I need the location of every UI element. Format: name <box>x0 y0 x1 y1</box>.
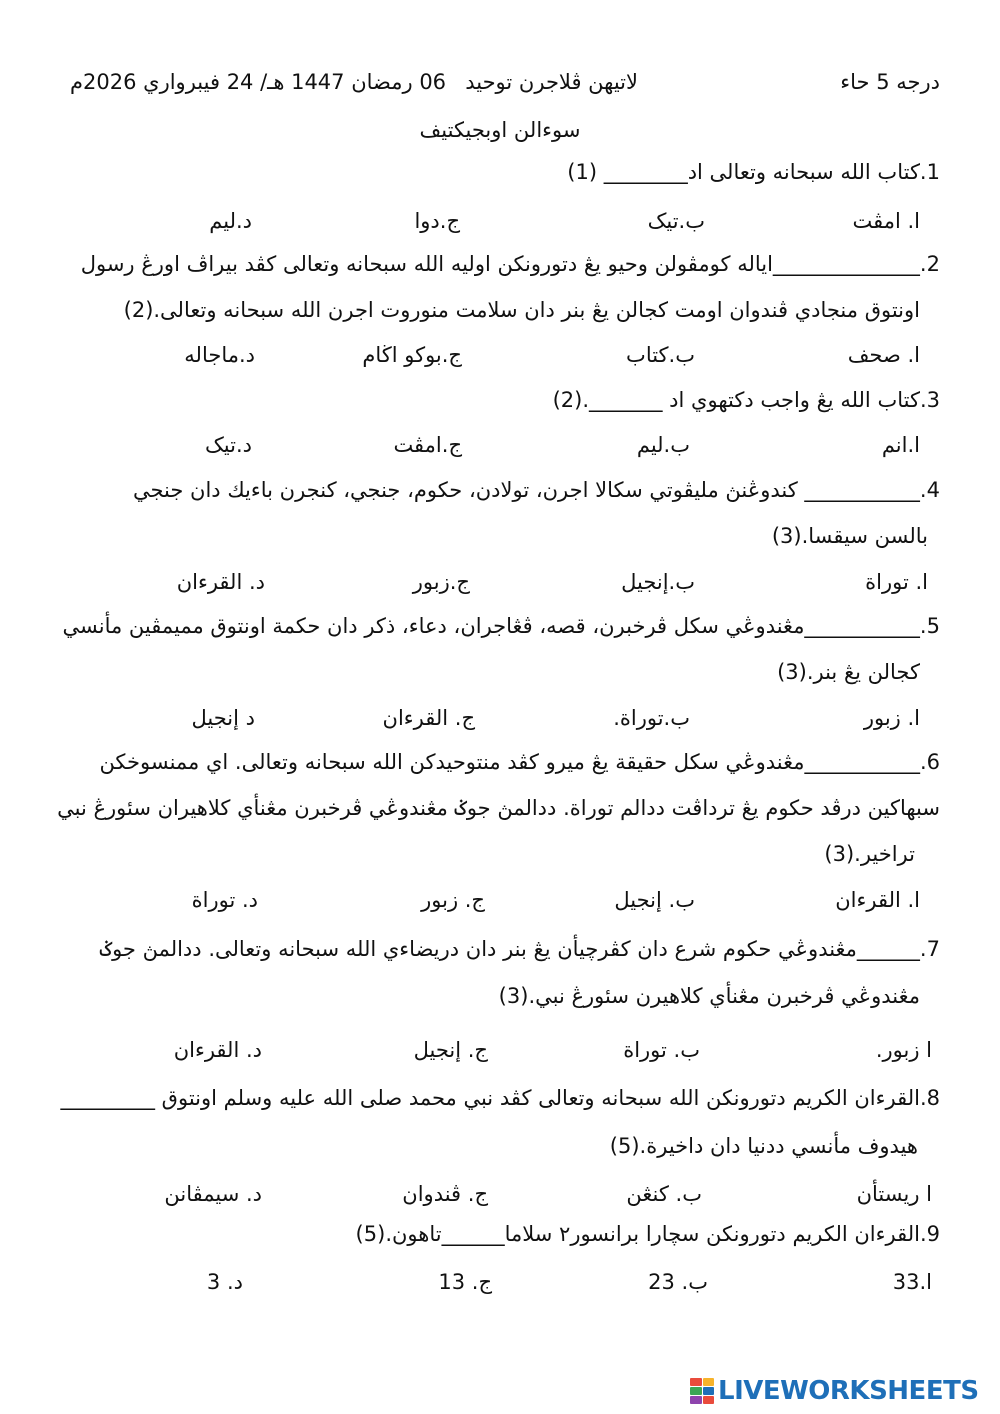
question-9-stem: 9.القرءان الكريم دتورونکن سچارا برانسور٢ سلاما______تاهون.(5) <box>355 1222 940 1246</box>
date-label: 06 رمضان 1447 هـ/ 24 فيبرواري 2026م <box>70 70 447 94</box>
q7-option-c[interactable]: ج. إنجيل <box>413 1038 488 1062</box>
q5-option-c[interactable]: ج. القرءان <box>382 706 475 730</box>
question-6-continuation-1: سبهاکين درڤد حکوم يڠ ترداڤت ددالم توراة. ددالمڽ جوݢ مڠندوڠي ڤرخبرن مڠنأي کلاهيران سئورڠ نبي <box>57 796 940 820</box>
question-6-stem: 6.___________مڠندوڠي سکل حقيقة يڠ ميرو کڤد منتوحيدکن الله سبحانه وتعالى. اي ممنسوخکن <box>99 750 940 774</box>
question-7-stem: 7.______مڠندوڠي حکوم شرع دان کڤرچيأن يڠ بنر دان دريضاءي الله سبحانه وتعالى. ددالمڽ جوݢ <box>99 937 940 961</box>
question-2-continuation: اونتوق منجادي ڤندوان اومت کجالن يڠ بنر دان سلامت منوروت اجرن الله سبحانه وتعالى.(2) <box>123 298 920 322</box>
q8-option-a[interactable]: ا ريستأن <box>856 1182 932 1206</box>
liveworksheets-logo[interactable] <box>690 1374 990 1408</box>
worksheet-title: سوءالن اوبجيکتيف <box>419 118 581 142</box>
q3-option-a[interactable]: ا.انم <box>881 433 920 457</box>
question-7-continuation: مڠندوڠي ڤرخبرن مڠنأي کلاهيرن سئورڠ نبي.(3) <box>498 984 920 1008</box>
q9-option-a[interactable]: ا.33 <box>892 1270 932 1294</box>
q9-option-c[interactable]: ج. 13 <box>438 1270 492 1294</box>
question-8-continuation: هيدوف مأنسي ددنيا دان داخيرة.(5) <box>609 1134 918 1158</box>
q8-option-b[interactable]: ب. کنڠن <box>626 1182 702 1206</box>
q3-option-d[interactable]: د.تيک <box>204 433 252 457</box>
q4-option-b[interactable]: ب.إنجيل <box>621 570 695 594</box>
q9-option-d[interactable]: د. 3 <box>206 1270 243 1294</box>
q6-option-c[interactable]: ج. زبور <box>421 888 485 912</box>
q8-option-d[interactable]: د. سيمڤانن <box>164 1182 262 1206</box>
question-6-continuation-2: تراخير.(3) <box>824 842 915 866</box>
question-8-stem: 8.القرءان الكريم دتورونکن الله سبحانه وتعالى کڤد نبي محمد صلى الله عليه وسلم اونتوق _________ <box>60 1086 940 1110</box>
question-4-continuation: بالسن سيقسا.(3) <box>771 524 928 548</box>
q9-option-b[interactable]: ب. 23 <box>648 1270 708 1294</box>
question-3-stem: 3.کتاب الله يڠ واجب دکتهوي اد _______.(2) <box>552 388 940 412</box>
question-5-continuation: کجالن يڠ بنر.(3) <box>777 660 920 684</box>
question-4-stem: 4.___________ کندوڠنڽ مليڤوتي سکالا اجرن، تولادن، حکوم، جنجي، کنجرن باءيك دان جنجي <box>133 478 940 502</box>
q7-option-d[interactable]: د. القرءان <box>173 1038 262 1062</box>
q2-option-d[interactable]: د.ماجاله <box>184 343 255 367</box>
q7-option-a[interactable]: ا زبور. <box>875 1038 932 1062</box>
q2-option-a[interactable]: ا. صحف <box>847 343 920 367</box>
q4-option-c[interactable]: ج.زبور <box>412 570 470 594</box>
q4-option-d[interactable]: د. القرءان <box>176 570 265 594</box>
subject-label: لاتيهن ڤلاجرن توحيد <box>465 70 638 94</box>
q8-option-c[interactable]: ج. ڤندوان <box>402 1182 488 1206</box>
q6-option-d[interactable]: د. توراة <box>191 888 258 912</box>
q6-option-b[interactable]: ب. إنجيل <box>614 888 695 912</box>
q3-option-b[interactable]: ب.ليم <box>636 433 690 457</box>
q1-option-c[interactable]: ج.دوا <box>414 209 460 233</box>
question-2-stem: 2.______________اياله کومڤولن وحيو يڠ دتورونکن اوليه الله سبحانه وتعالى کڤد بيراڤ اورڠ رسول <box>80 252 940 276</box>
q2-option-c[interactable]: ج.بوکو اڬام <box>362 343 462 367</box>
liveworksheets-brand-text: LIVEWORKSHEETS <box>718 1376 979 1406</box>
q2-option-b[interactable]: ب.کتاب <box>626 343 695 367</box>
q6-option-a[interactable]: ا. القرءان <box>835 888 920 912</box>
q1-option-a[interactable]: ا. امڤت <box>852 209 920 233</box>
q4-option-a[interactable]: ا. توراة <box>865 570 928 594</box>
q7-option-b[interactable]: ب. توراة <box>623 1038 700 1062</box>
q5-option-b[interactable]: ب.توراة. <box>613 706 690 730</box>
q1-option-b[interactable]: ب.تيک <box>647 209 705 233</box>
q3-option-c[interactable]: ج.امڤت <box>393 433 462 457</box>
question-5-stem: 5.___________مڠندوڠي سکل ڤرخبرن، قصه، ڤڠاجران، دعاء، ذکر دان حکمة اونتوق مميمڤين مأنسي <box>62 614 940 638</box>
q5-option-a[interactable]: ا. زبور <box>863 706 920 730</box>
q1-option-d[interactable]: د.ليم <box>209 209 252 233</box>
grade-label: درجه 5 حاء <box>840 70 940 94</box>
liveworksheets-logo-icon <box>690 1378 714 1404</box>
question-1-stem: 1.کتاب الله سبحانه وتعالى اد________ (1) <box>567 160 940 184</box>
q5-option-d[interactable]: د إنجيل <box>191 706 255 730</box>
